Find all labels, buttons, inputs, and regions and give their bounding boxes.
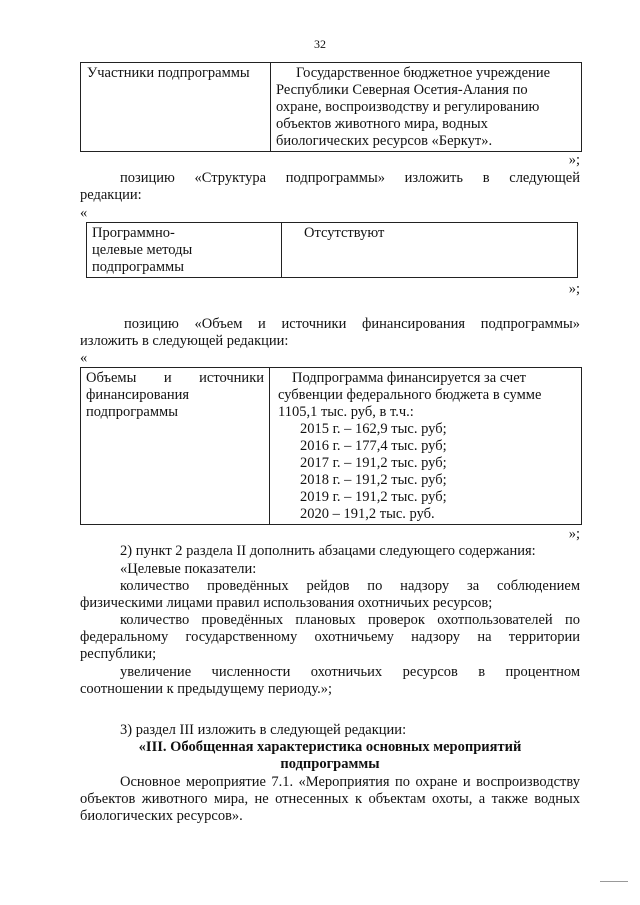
year-row: 2017 г. – 191,2 тыс. руб;	[300, 455, 447, 471]
participants-label: Участники подпрограммы	[81, 63, 271, 152]
quote-open-2: «	[80, 205, 88, 221]
target-indicator-1: количество проведённых рейдов по надзору за соблюдением физическими лицами правил использования охотничьих ресурсов;	[80, 578, 580, 611]
targets-title: «Целевые показатели:	[120, 561, 257, 577]
quote-open-3: «	[80, 350, 88, 366]
item-3: 3) раздел III изложить в следующей редакции:	[120, 722, 407, 738]
target-indicator-3: увеличение численности охотничьих ресурсов в процентном соотношении к предыдущему периоду.»;	[80, 664, 580, 697]
participants-value: Государственное бюджетное учреждение Республики Северная Осетия-Алания по охране, воспроизводству и регулированию объектов животного мира, водных биологических ресурсов «Беркут».	[271, 63, 582, 152]
structure-table	[86, 222, 578, 278]
year-row: 2015 г. – 162,9 тыс. руб;	[300, 421, 447, 437]
year-row: 2016 г. – 177,4 тыс. руб;	[300, 438, 447, 454]
target-indicator-2: количество проведённых плановых проверок охотпользователей по федеральному государственному охотничьему надзору на территории республики;	[80, 612, 580, 662]
page-number: 32	[314, 37, 326, 51]
financing-table	[80, 367, 582, 525]
margin-mark	[600, 881, 628, 882]
main-event-text: Основное мероприятие 7.1. «Мероприятия по охране и воспроизводству объектов животного мира, не отнесенных к объектам охоты, а также водных биологических ресурсов».	[80, 774, 580, 824]
volume-instruction-line1: позицию «Объем и источники финансирования подпрограммы»	[124, 316, 580, 332]
quote-close-1: »;	[568, 152, 580, 168]
section-title-line2: подпрограммы	[280, 756, 380, 772]
financing-years-list	[300, 421, 576, 523]
year-row: 2020 – 191,2 тыс. руб.	[300, 506, 435, 522]
year-row: 2019 г. – 191,2 тыс. руб;	[300, 489, 447, 505]
item-2: 2) пункт 2 раздела II дополнить абзацами следующего содержания:	[120, 543, 536, 559]
section-title-line1: «III. Обобщенная характеристика основных мероприятий	[138, 739, 522, 755]
structure-label: Программно- целевые методы подпрограммы	[87, 223, 282, 278]
year-row: 2018 г. – 191,2 тыс. руб;	[300, 472, 447, 488]
structure-instruction-line2: редакции:	[80, 187, 142, 203]
structure-instruction-line1: позицию «Структура подпрограммы» изложить в следующей	[120, 170, 580, 186]
volume-instruction-line2: изложить в следующей редакции:	[80, 333, 289, 349]
participants-table	[80, 62, 582, 152]
quote-close-3: »;	[568, 526, 580, 542]
financing-label: Объемы и источники финансирования подпрограммы	[81, 368, 270, 525]
structure-value: Отсутствуют	[282, 223, 578, 278]
financing-value: Подпрограмма финансируется за счет субвенции федерального бюджета в сумме 1105,1 тыс. руб, в т.ч.: 2015 г. – 162,9 тыс. руб; 2016 г. – 177,4 тыс. руб; 2017 г. – 191,2 тыс. руб; 2018 г. – 191,2 тыс. руб; 2019 г. – 191,2 тыс. руб; 2020 – 191,2 тыс. руб.	[270, 368, 582, 525]
quote-close-2: »;	[568, 281, 580, 297]
